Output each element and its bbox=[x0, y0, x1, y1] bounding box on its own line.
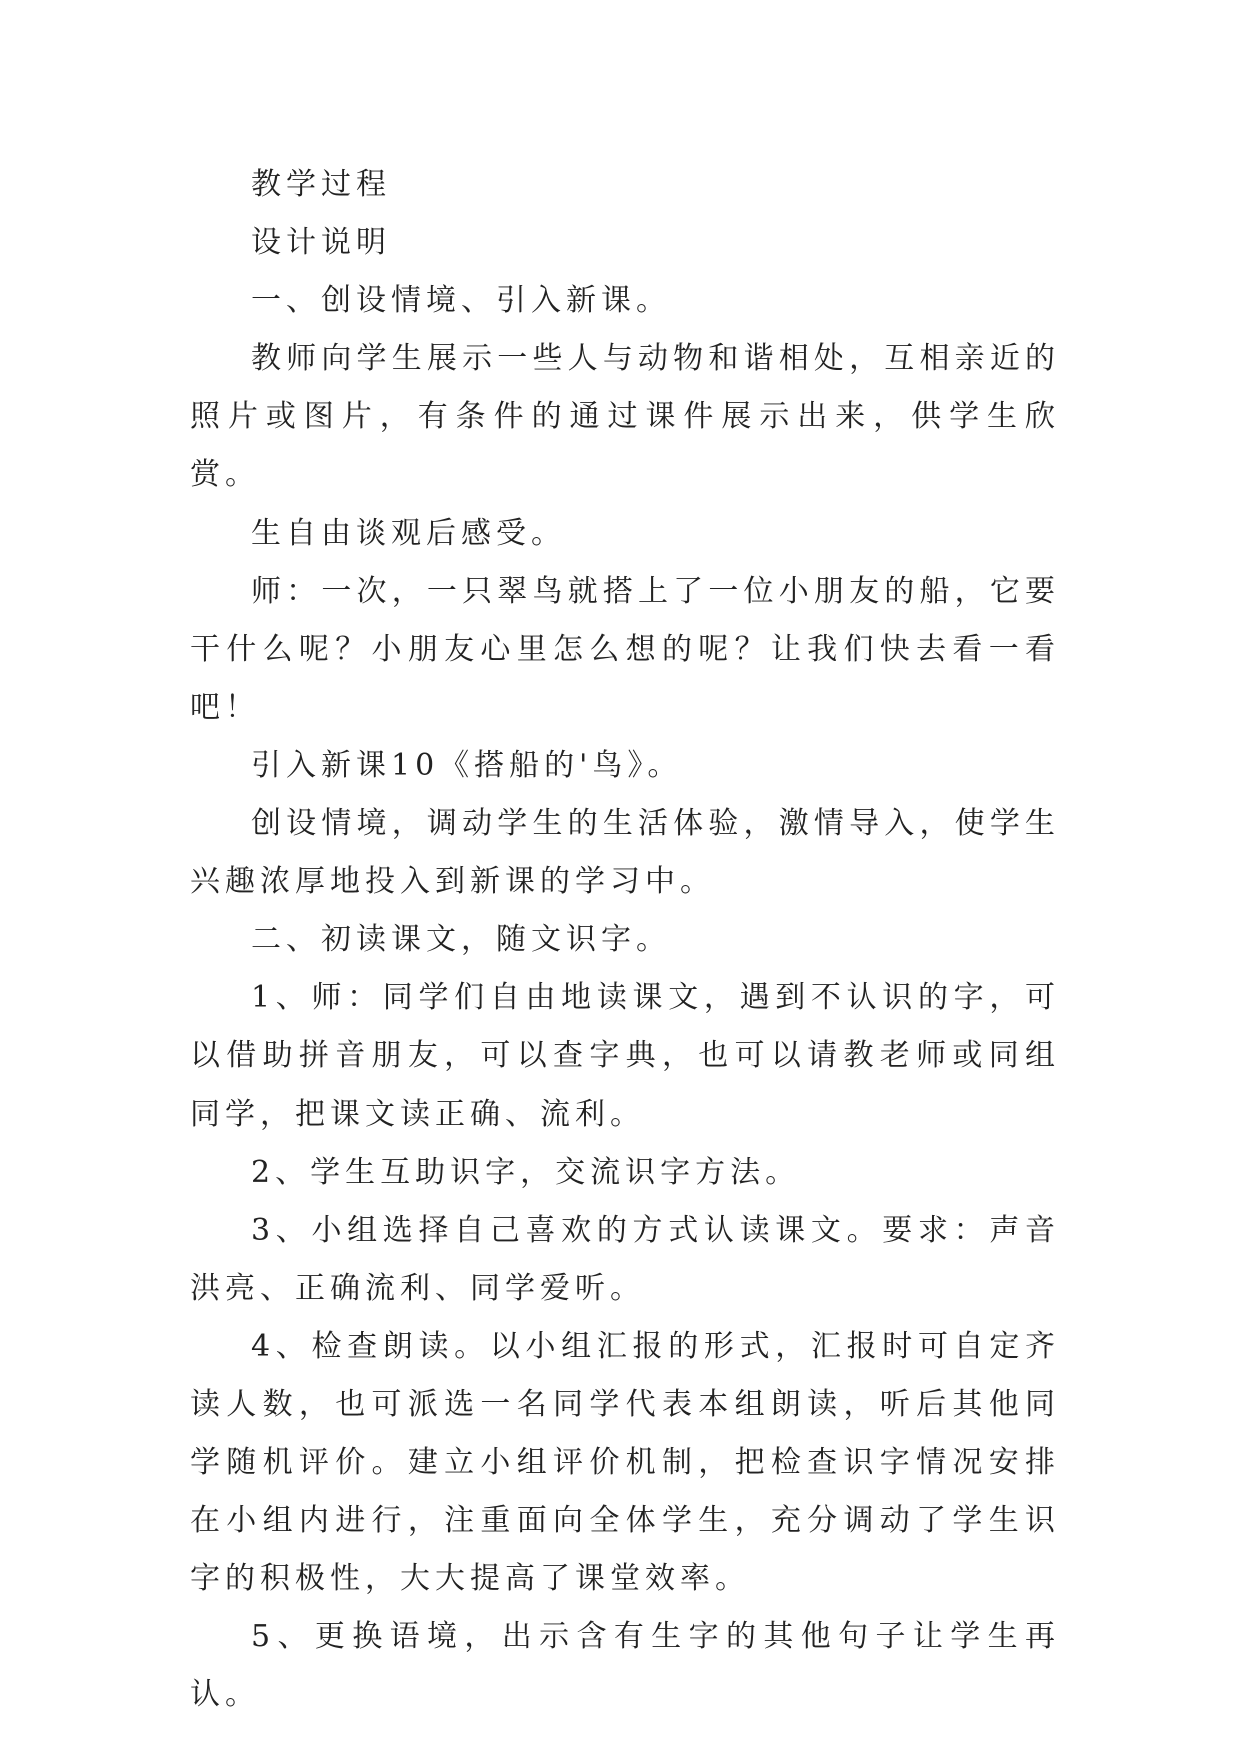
list-item: 2、学生互助识字，交流识字方法。 bbox=[251, 1154, 801, 1190]
paragraph: 教师向学生展示一些人与动物和谐相处，互相亲近的照片或图片，有条件的通过课件展示出来，供学生欣赏。 bbox=[190, 341, 1060, 493]
section-heading-1: 一、创设情境、引入新课。 bbox=[251, 283, 671, 319]
list-item: 5、更换语境，出示含有生字的其他句子让学生再认。 bbox=[190, 1619, 1060, 1713]
heading-teaching-process: 教学过程 bbox=[251, 167, 391, 202]
heading-design-notes: 设计说明 bbox=[251, 225, 391, 261]
document-body bbox=[190, 156, 1060, 1725]
section-heading-2: 二、初读课文，随文识字。 bbox=[251, 922, 671, 958]
list-item: 3、小组选择自己喜欢的方式认读课文。要求：声音洪亮、正确流利、同学爱听。 bbox=[190, 1212, 1060, 1306]
paragraph: 生自由谈观后感受。 bbox=[251, 515, 566, 551]
paragraph: 创设情境，调动学生的生活体验，激情导入，使学生兴趣浓厚地投入到新课的学习中。 bbox=[190, 806, 1060, 900]
paragraph: 师：一次，一只翠鸟就搭上了一位小朋友的船，它要干什么呢？小朋友心里怎么想的呢？让我们快去看一看吧！ bbox=[190, 573, 1060, 725]
paragraph: 引入新课10《搭船的'鸟》。 bbox=[251, 747, 683, 783]
list-item: 4、检查朗读。以小组汇报的形式，汇报时可自定齐读人数，也可派选一名同学代表本组朗读，听后其他同学随机评价。建立小组评价机制，把检查识字情况安排在小组内进行，注重面向全体学生，充分调动了学生识字的积极性，大大提高了课堂效率。 bbox=[190, 1328, 1060, 1597]
list-item: 1、师：同学们自由地读课文，遇到不认识的字，可以借助拼音朋友，可以查字典，也可以请教老师或同组同学，把课文读正确、流利。 bbox=[190, 980, 1060, 1132]
